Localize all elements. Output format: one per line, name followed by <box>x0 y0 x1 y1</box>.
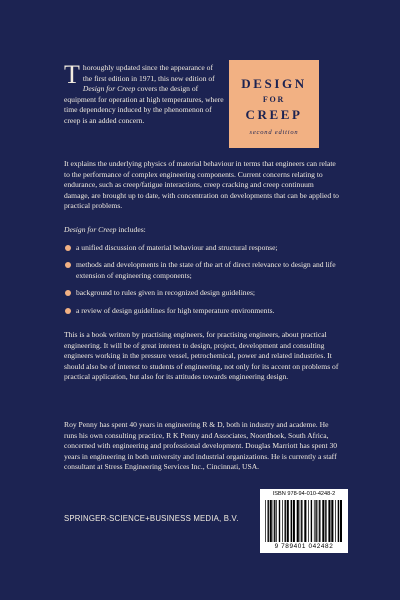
barcode-number: 9 789401 042482 <box>274 543 334 550</box>
feature-item-text: background to rules given in recognized design guidelines; <box>76 288 256 298</box>
title-line-3: CREEP <box>245 107 303 122</box>
barcode-panel <box>260 489 348 553</box>
bullet-dot-icon <box>65 262 71 268</box>
audience-paragraph <box>64 330 340 383</box>
physics-paragraph-text: It explains the underlying physics of material behaviour in terms that engineers can relate to the performance of complex engineering components. Current concerns relating to endurance, such as creep/fatigue interactions, creep cracking and creep continuum damage, are brought up to date, with concentration on developments that can be applied to practical problems. <box>64 159 339 211</box>
bullet-dot-icon <box>65 290 71 296</box>
intro-text-1: horoughly updated since the appearance of the first edition in 1971, this new edition of <box>82 63 215 83</box>
title-line-2: FOR <box>262 95 286 104</box>
isbn-label: ISBN 978-94-010-4248-2 <box>272 491 336 497</box>
bullet-dot-icon <box>65 245 71 251</box>
barcode-bars-icon <box>264 500 344 542</box>
feature-item <box>64 260 340 281</box>
feature-item-text: a unified discussion of material behaviour and structural response; <box>76 242 278 252</box>
features-list <box>64 243 340 317</box>
authors-paragraph-text: Roy Penny has spent 40 years in engineering R & D, both in industry and academe. He runs his own consulting practice, R K Penny and Associates, Noordhoek, South Africa, concerned with engineering and professional development. Douglas Marriott has spent 30 years in engineering in both university and industrial organizations. He is currently a staff consultant at Stress Engineering Services Inc., Cincinnati, USA. <box>64 420 338 472</box>
feature-item <box>64 288 340 299</box>
feature-item <box>64 243 340 254</box>
features-heading <box>64 225 340 236</box>
features-heading-title: Design for Creep <box>64 225 117 234</box>
title-line-1: DESIGN <box>241 76 307 91</box>
authors-paragraph <box>64 420 340 473</box>
bullet-dot-icon <box>65 308 71 314</box>
feature-item <box>64 306 340 317</box>
drop-cap: T <box>64 60 80 89</box>
publisher-name: SPRINGER-SCIENCE+BUSINESS MEDIA, B.V. <box>64 514 239 523</box>
intro-paragraph <box>64 60 224 127</box>
feature-item-text: methods and developments in the state of the art of direct relevance to design and life extension of engineering components; <box>76 260 336 280</box>
features-heading-rest: includes: <box>116 225 146 234</box>
audience-paragraph-text: This is a book written by practising engineers, for practising engineers, about practical engineering. It will be of great interest to design, project, development and consulting engineers working in the pressure vessel, petrochemical, power and related industries. It should also be of interest to students of engineering, not only for its accent on problems of practical application, but also for its attitudes towards engineering design. <box>64 330 339 382</box>
intro-book-title: Design for Creep <box>82 84 136 94</box>
features-section <box>64 225 340 317</box>
edition-label: second edition <box>249 129 299 136</box>
physics-paragraph <box>64 159 340 212</box>
feature-item-text: a review of design guidelines for high temperature environments. <box>76 305 275 315</box>
intro-text-2: covers the design of equipment for operation at high temperatures, where time dependency induced by the phenomenon of creep is an added concern. <box>64 84 224 125</box>
title-block <box>229 60 319 148</box>
